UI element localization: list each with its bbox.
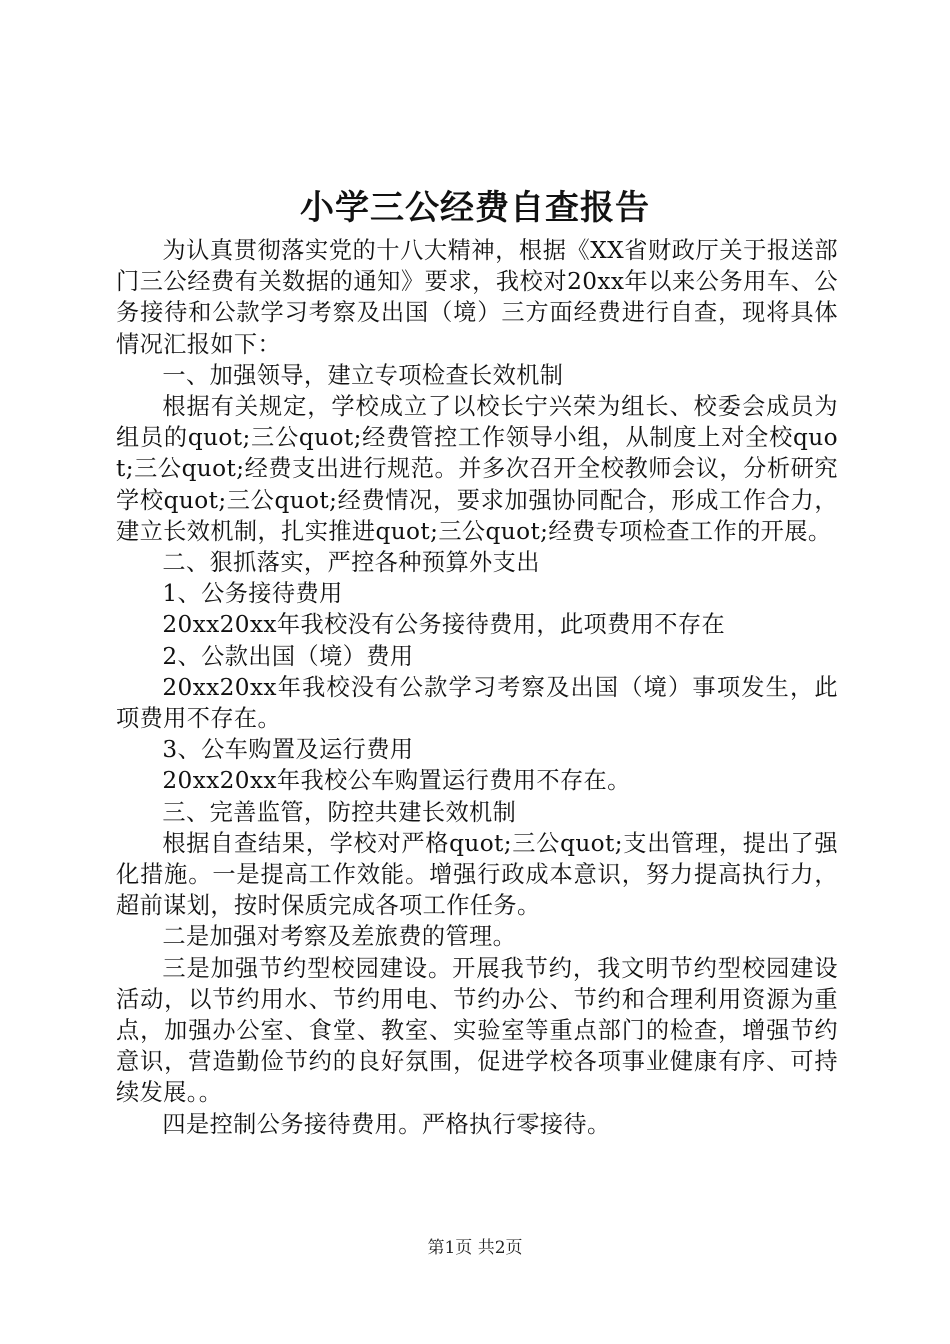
intro-paragraph: 为认真贯彻落实党的十八大精神，根据《XX省财政厅关于报送部门三公经费有关数据的通知》要求，我校对20xx年以来公务用车、公务接待和公款学习考察及出国（境）三方面经费进行自查，现将具体情况汇报如下： <box>116 237 838 358</box>
subheading-2: 2、公款出国（境）费用 <box>162 642 414 670</box>
body-paragraph: 根据有关规定，学校成立了以校长宁兴荣为组长、校委会成员为组员的quot;三公quot;经费管控工作领导小组，从制度上对全校quot;三公quot;经费支出进行规范。并多次召开全校教师会议，分析研究学校quot;三公quot;经费情况，要求加强协同配合，形成工作合力，建立长效机制，扎实推进quot;三公quot;经费专项检查工作的开展。 <box>116 393 838 545</box>
section-heading-3: 三、完善监管，防控共建长效机制 <box>162 798 517 826</box>
document-body <box>116 235 838 1140</box>
body-paragraph: 三是加强节约型校园建设。开展我节约，我文明节约型校园建设活动，以节约用水、节约用电、节约办公、节约和合理利用资源为重点，加强办公室、食堂、教室、实验室等重点部门的检查，增强节约意识，营造勤俭节约的良好氛围，促进学校各项事业健康有序、可持续发展。。 <box>116 954 838 1107</box>
body-paragraph: 四是控制公务接待费用。严格执行零接待。 <box>162 1110 611 1138</box>
body-paragraph: 20xx20xx年我校没有公款学习考察及出国（境）事项发生，此项费用不存在。 <box>116 673 838 733</box>
page-number: 第1页 共2页 <box>427 1238 523 1258</box>
subheading-3: 3、公车购置及运行费用 <box>162 736 414 764</box>
document-title: 小学三公经费自查报告 <box>300 188 650 228</box>
section-heading-2: 二、狠抓落实，严控各种预算外支出 <box>162 549 540 577</box>
body-paragraph: 根据自查结果，学校对严格quot;三公quot;支出管理，提出了强化措施。一是提高工作效能。增强行政成本意识，努力提高执行力，超前谋划，按时保质完成各项工作任务。 <box>116 829 838 920</box>
body-paragraph: 20xx20xx年我校没有公务接待费用，此项费用不存在 <box>162 611 726 639</box>
body-paragraph: 20xx20xx年我校公车购置运行费用不存在。 <box>162 767 631 795</box>
body-paragraph: 二是加强对考察及差旅费的管理。 <box>162 923 517 951</box>
section-heading-1: 一、加强领导，建立专项检查长效机制 <box>162 361 564 389</box>
subheading-1: 1、公务接待费用 <box>162 580 343 608</box>
